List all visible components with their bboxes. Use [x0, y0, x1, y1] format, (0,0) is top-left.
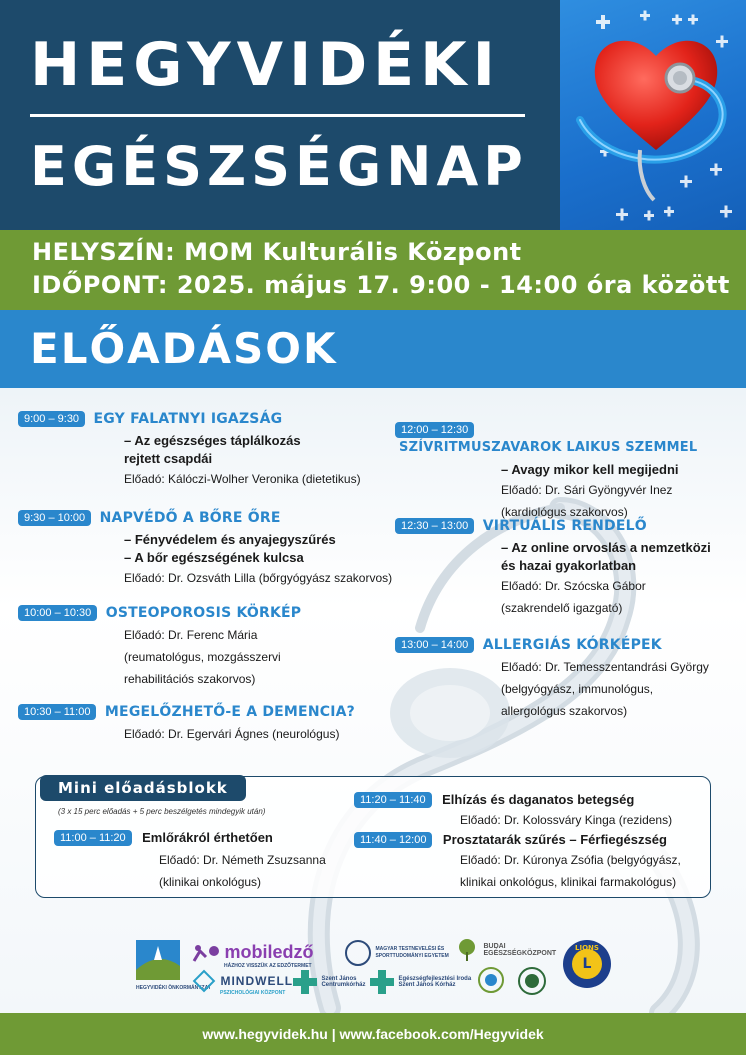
mini-lecture-block [35, 776, 711, 898]
section-band [0, 310, 746, 388]
page-title-line1: HEGYVIDÉKI [30, 30, 501, 100]
footer-links[interactable]: www.hegyvidek.hu | www.facebook.com/Hegyvidek [202, 1026, 544, 1042]
heart-stethoscope-illustration [560, 0, 746, 230]
talk-subtitle: – Fényvédelem és anyajegyszűrés [124, 532, 336, 547]
talk-speaker-detail: (szakrendelő igazgató) [501, 601, 623, 615]
cross-icon [370, 970, 394, 994]
mini-block-note: (3 x 15 perc előadás + 5 perc beszélgetés mindegyik után) [58, 807, 266, 816]
talk-speaker: Előadó: Dr. Kolossváry Kinga (rezidens) [460, 813, 673, 827]
event-location: HELYSZÍN: MOM Kulturális Központ [32, 238, 522, 266]
talk-speaker: Előadó: Dr. Egervári Ágnes (neurológus) [124, 727, 340, 741]
mindwell-logo [196, 972, 293, 996]
talk-time: 10:30 – 11:00 [18, 704, 96, 720]
tree-icon [455, 938, 479, 962]
hegyvidek-logo-text: HEGYVIDÉKI ÖNKORMÁNYZAT [136, 985, 211, 991]
cross-icon [293, 970, 317, 994]
crest-icon [345, 940, 371, 966]
mini-block-label: Mini előadásblokk [40, 775, 246, 801]
talk-time: 11:40 – 12:00 [354, 832, 432, 848]
talk-speaker: Előadó: Kálóczi-Wolher Veronika (dietetikus) [124, 472, 361, 486]
talk-time: 12:00 – 12:30 [395, 422, 474, 438]
talk-title: Prosztatarák szűrés – Férfiegészség [442, 832, 667, 848]
mobiledzo-logo-text: mobiledző [224, 942, 314, 962]
talk-item [18, 604, 301, 690]
talk-title: SZÍVRITMUSZAVAROK LAIKUS SZEMMEL [399, 440, 698, 456]
seal-icon [477, 966, 505, 994]
event-info-band [0, 230, 746, 310]
mini-talk-item [354, 791, 672, 831]
header [0, 0, 746, 230]
mobiledzo-logo [192, 942, 313, 969]
talk-subtitle: rejtett csapdái [124, 451, 213, 466]
talk-title: OSTEOPOROSIS KÖRKÉP [105, 604, 302, 621]
talk-title: EGY FALATNYI IGAZSÁG [93, 410, 283, 427]
event-time: IDŐPONT: 2025. május 17. 9:00 - 14:00 óra között [32, 271, 730, 299]
talk-speaker: Előadó: Dr. Ferenc Mária [124, 628, 258, 642]
talk-speaker: Előadó: Dr. Kúronya Zsófia (belgyógyász, [460, 853, 681, 867]
talk-speaker-detail: klinikai onkológus, klinikai farmakológus) [460, 875, 677, 889]
talk-item [395, 517, 711, 619]
talk-time: 11:20 – 11:40 [354, 792, 432, 808]
talk-subtitle: – A bőr egészségének kulcsa [124, 550, 304, 565]
mini-talk-item [54, 829, 326, 893]
talk-speaker-detail: (kardiológus szakorvos) [501, 505, 628, 519]
talk-item [18, 509, 392, 589]
lions-logo [562, 936, 612, 997]
talk-subtitle: és hazai gyakorlatban [501, 558, 637, 573]
talk-speaker: Előadó: Dr. Temesszentandrási György [501, 660, 709, 674]
talk-time: 10:00 – 10:30 [18, 605, 97, 621]
seal-logo-1 [477, 966, 505, 999]
talk-subtitle: – Avagy mikor kell megijedni [501, 462, 679, 477]
hegyvidek-logo [136, 940, 211, 996]
talk-title: NAPVÉDŐ A BŐRE ŐRE [99, 509, 281, 526]
heart-icon [560, 0, 746, 230]
lions-logo-text: LIONS [575, 944, 599, 952]
mte-logo-text: MAGYAR TESTNEVELÉSI ÉS SPORTTUDOMÁNYI EGYETEM [375, 946, 449, 959]
page-title-line2: EGÉSZSÉGNAP [30, 135, 528, 198]
talk-title: MEGELŐZHETŐ-E A DEMENCIA? [104, 703, 355, 720]
talk-time: 9:30 – 10:00 [18, 510, 91, 526]
talk-title: ALLERGIÁS KÓRKÉPEK [482, 636, 662, 653]
talk-speaker-detail: (reumatológus, mozgásszervi [124, 650, 281, 664]
mini-talk-item [354, 831, 681, 893]
lions-emblem-icon [562, 936, 612, 992]
talk-item [18, 410, 361, 490]
mindwell-logo-text: MINDWELL [220, 973, 294, 988]
title-divider [30, 114, 525, 117]
talk-time: 12:30 – 13:00 [395, 518, 474, 534]
mountain-icon [136, 940, 180, 980]
talk-speaker-detail: rehabilitációs szakorvos) [124, 672, 256, 686]
mobiledzo-subtext: HÁZHOZ VISSZÜK AZ EDZŐTERMET [224, 963, 312, 969]
seal-logo-2 [517, 966, 547, 1001]
svg-text:L: L [582, 956, 592, 972]
talk-time: 9:00 – 9:30 [18, 411, 85, 427]
talk-subtitle: – Az egészséges táplálkozás [124, 433, 301, 448]
section-title: ELŐADÁSOK [30, 324, 338, 373]
talk-speaker-detail: (klinikai onkológus) [159, 875, 262, 889]
talk-item [18, 703, 355, 745]
budai-logo-text: BUDAI EGÉSZSÉGKÖZPONT [483, 943, 557, 957]
talk-subtitle: – Az online orvoslás a nemzetközi [501, 540, 711, 555]
diamond-icon [193, 969, 216, 992]
budai-logo [455, 938, 555, 962]
mindwell-subtext: PSZICHOLÓGIAI KÖZPONT [220, 990, 286, 996]
szentjanos-logo-text: Szent János Centrumkórház [321, 976, 366, 988]
mte-logo [345, 940, 453, 966]
szentjanos-logo [293, 970, 381, 994]
talk-speaker: Előadó: Dr. Ozsváth Lilla (bőrgyógyász szakorvos) [124, 571, 393, 585]
seal-icon [517, 966, 547, 996]
egeszsegfejlesztesi-logo [370, 970, 478, 994]
talk-speaker-detail: allergológus szakorvos) [501, 704, 628, 718]
talk-speaker: Előadó: Dr. Szócska Gábor [501, 579, 646, 593]
talk-title: Elhízás és daganatos betegség [442, 792, 635, 808]
talk-item [395, 421, 746, 523]
talk-title: Emlőrákról érthetően [142, 830, 273, 846]
talk-speaker: Előadó: Dr. Sári Gyöngyvér Inez [501, 483, 673, 497]
talk-time: 13:00 – 14:00 [395, 637, 474, 653]
egeszsegfejlesztesi-logo-text: Egészségfejlesztési Iroda Szent János Kórház [398, 976, 472, 988]
talk-title: VIRTUÁLIS RENDELŐ [482, 517, 647, 534]
talk-item [395, 636, 709, 722]
footer [0, 1013, 746, 1055]
sponsor-logos [0, 930, 746, 1013]
talk-time: 11:00 – 11:20 [54, 830, 132, 846]
talk-speaker: Előadó: Dr. Németh Zsuzsanna [159, 853, 326, 867]
program-area [0, 388, 746, 1013]
talk-speaker-detail: (belgyógyász, immunológus, [501, 682, 654, 696]
figure-icon [192, 943, 220, 963]
